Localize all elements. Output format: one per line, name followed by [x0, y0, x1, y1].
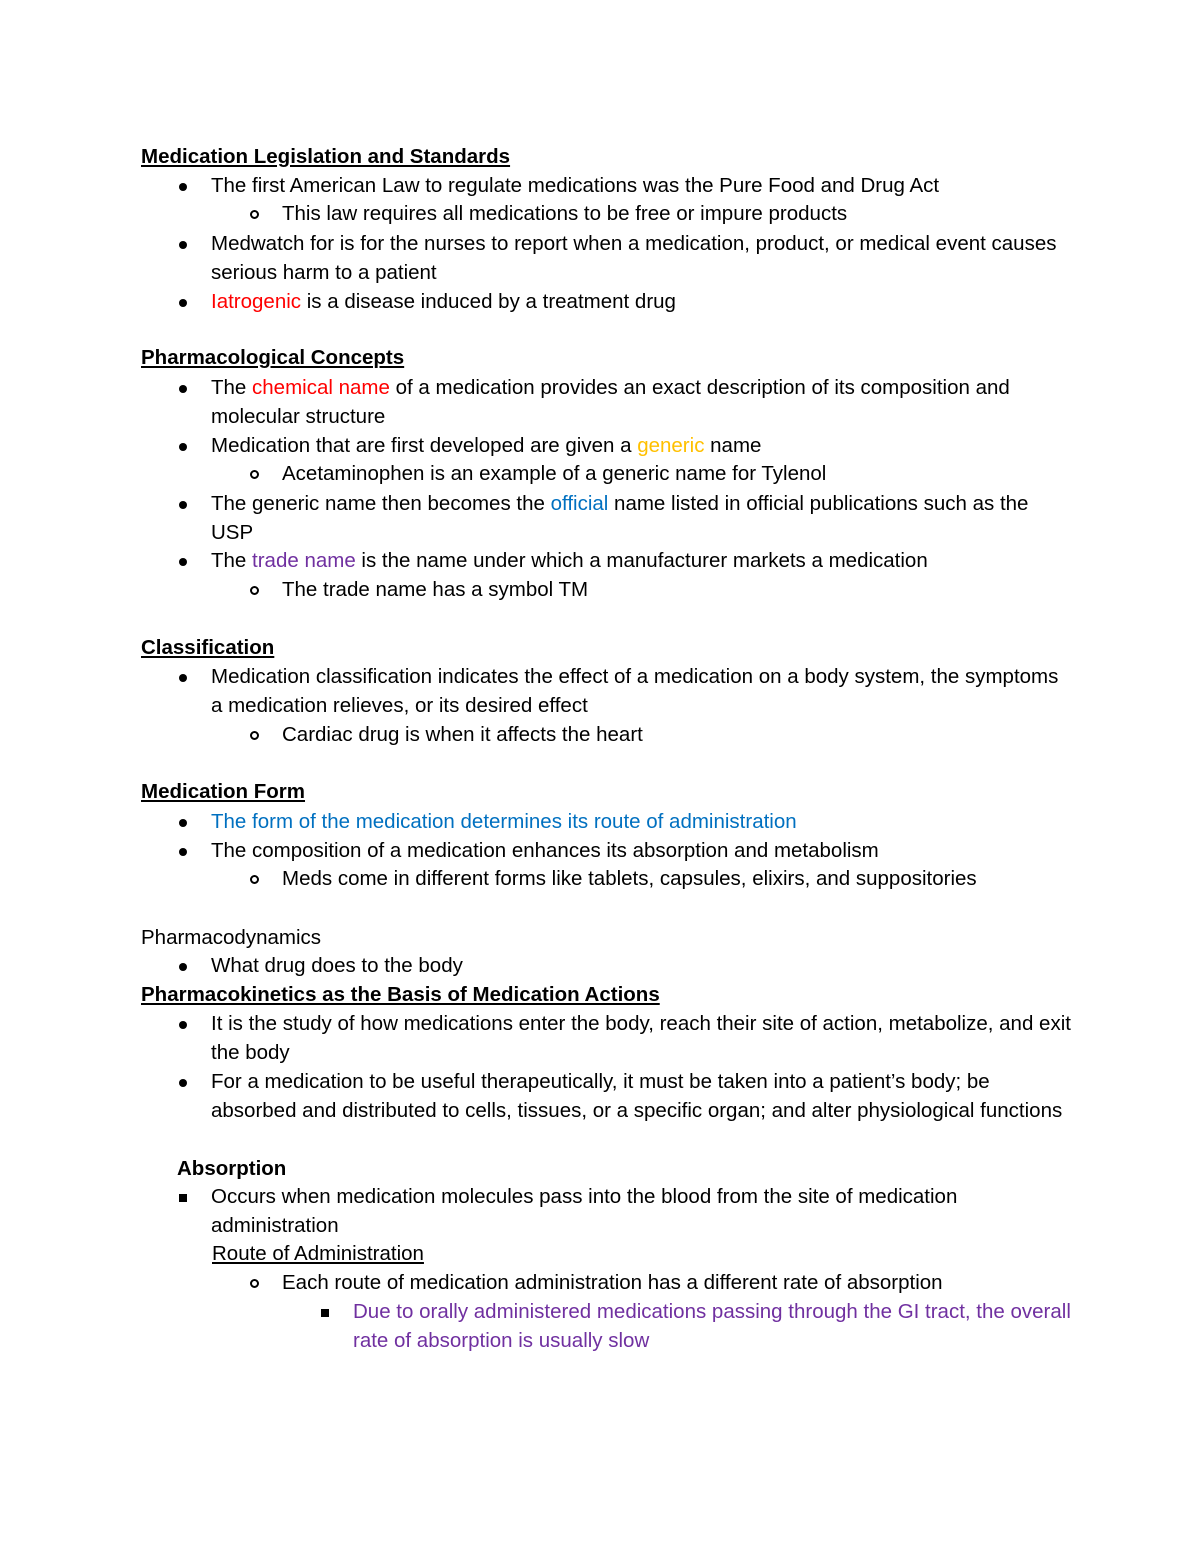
square-bullet-icon [315, 1298, 335, 1327]
bullet-icon [173, 230, 193, 259]
bullet-icon [173, 1068, 193, 1097]
hollow-bullet-icon [244, 721, 264, 750]
section-heading-form: Medication Form [141, 780, 306, 803]
bullet-icon [173, 288, 193, 317]
list-item: Occurs when medication molecules pass into the blood from the site of medication administration [211, 1183, 1071, 1240]
bullet-icon [173, 432, 193, 461]
list-item: What drug does to the body [211, 952, 1071, 981]
section-heading-kinetics: Pharmacokinetics as the Basis of Medication Actions [141, 983, 660, 1006]
list-item: The generic name then becomes the official name listed in official publications such as the USP [211, 490, 1071, 547]
bullet-icon [173, 952, 193, 981]
list-item: Meds come in different forms like tablets, capsules, elixirs, and suppositories [282, 865, 1072, 894]
hollow-bullet-icon [244, 865, 264, 894]
list-item: Acetaminophen is an example of a generic name for Tylenol [282, 460, 1072, 489]
list-item: The trade name is the name under which a manufacturer markets a medication [211, 547, 1071, 576]
list-item: Medication that are first developed are given a generic name [211, 432, 1071, 461]
highlight-term: trade name [252, 549, 356, 572]
highlight-term: Iatrogenic [211, 290, 302, 313]
section-heading-concepts: Pharmacological Concepts [141, 346, 405, 369]
list-item: The first American Law to regulate medications was the Pure Food and Drug Act [211, 172, 1071, 201]
section-heading-legislation: Medication Legislation and Standards [141, 145, 511, 168]
highlight-term: chemical name [252, 376, 390, 399]
hollow-bullet-icon [244, 200, 264, 229]
bullet-icon [173, 172, 193, 201]
bullet-icon [173, 663, 193, 692]
list-item: Medwatch for is for the nurses to report when a medication, product, or medical event causes serious harm to a patient [211, 230, 1071, 287]
list-item: Each route of medication administration has a different rate of absorption [282, 1269, 1072, 1298]
list-item: The trade name has a symbol TM [282, 576, 1072, 605]
hollow-bullet-icon [244, 576, 264, 605]
bullet-icon [173, 374, 193, 403]
square-bullet-icon [173, 1183, 193, 1212]
list-item: The composition of a medication enhances its absorption and metabolism [211, 837, 1071, 866]
list-item: Cardiac drug is when it affects the heart [282, 721, 1072, 750]
bullet-icon [173, 808, 193, 837]
list-item: This law requires all medications to be free or impure products [282, 200, 1072, 229]
section-heading-classification: Classification [141, 636, 275, 659]
highlight-term: official [550, 492, 609, 515]
bullet-icon [173, 1010, 193, 1039]
list-item: Iatrogenic is a disease induced by a treatment drug [211, 288, 1071, 317]
list-item: The form of the medication determines its route of administration [211, 808, 1071, 837]
hollow-bullet-icon [244, 460, 264, 489]
list-item: Medication classification indicates the effect of a medication on a body system, the symptoms a medication relieves, or its desired effect [211, 663, 1071, 720]
list-item: Due to orally administered medications passing through the GI tract, the overall rate of absorption is usually slow [353, 1298, 1073, 1355]
list-item: The chemical name of a medication provides an exact description of its composition and molecular structure [211, 374, 1071, 431]
subheading-absorption: Absorption [177, 1157, 287, 1180]
subheading-route: Route of Administration [212, 1242, 424, 1265]
bullet-icon [173, 490, 193, 519]
list-item: For a medication to be useful therapeutically, it must be taken into a patient’s body; be absorbed and distributed to cells, tissues, or a specific organ; and alter physiological functions [211, 1068, 1071, 1125]
section-heading-dynamics: Pharmacodynamics [141, 926, 322, 949]
bullet-icon [173, 837, 193, 866]
highlight-term: generic [637, 434, 705, 457]
list-item: It is the study of how medications enter the body, reach their site of action, metabolize, and exit the body [211, 1010, 1071, 1067]
bullet-icon [173, 547, 193, 576]
hollow-bullet-icon [244, 1269, 264, 1298]
